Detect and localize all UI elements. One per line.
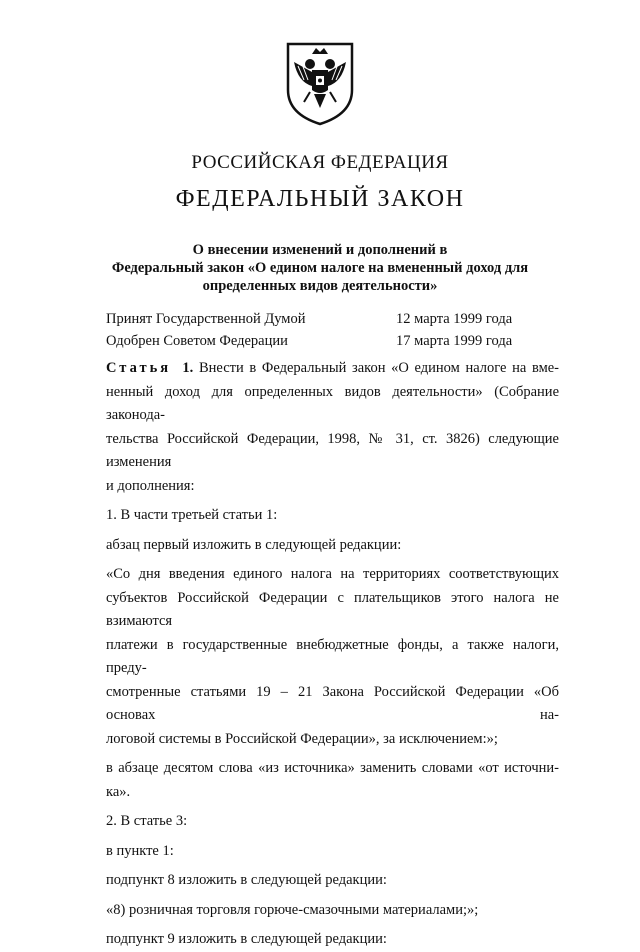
item-1-sub: абзац первый изложить в следующей редакции: [106,536,402,553]
quote-block [106,563,559,751]
item-2-point: в пункте 1: [106,842,174,859]
law-title [90,241,550,295]
article-1-intro [106,357,559,498]
text-line: в абзаце десятом слова «из источника» заменить словами «от источни- [106,760,559,776]
adoption-council-row [106,333,536,350]
article-text-line: и дополнения: [106,477,195,494]
law-title-line: О внесении изменений и дополнений в [192,242,448,258]
article-label: Статья [106,360,172,376]
quote-line: смотренные статьями 19 – 21 Закона Российской Федерации «Об основах на- [106,683,559,723]
council-date: 17 марта 1999 года [396,333,513,349]
duma-date: 12 марта 1999 года [396,311,513,327]
council-label: Одобрен Советом Федерации [106,333,288,349]
law-title-line: Федеральный закон «О едином налоге на вмененный доход для [111,260,529,276]
article-body [106,357,559,952]
item-2-subpoint-8-text: «8) розничная торговля горюче-смазочными материалами;»; [106,901,479,918]
country-name: РОССИЙСКАЯ ФЕДЕРАЦИЯ [191,152,449,173]
article-text-line: ненный доход для определенных видов деятельности» (Собрание законода- [106,383,559,423]
quote-line: платежи в государственные внебюджетные фонды, а также налоги, преду- [106,636,559,676]
article-number: 1. [182,360,194,376]
article-text-line: тельства Российской Федерации, 1998, № 31, ст. 3826) следующие изменения [106,430,559,470]
adoption-duma-row [106,311,536,328]
coat-of-arms-icon [282,38,358,126]
quote-line: «Со дня введения единого налога на территориях соответствующих [106,566,559,582]
item-1-tenth-paragraph [106,757,559,804]
article-text-line [106,357,559,381]
item-2-subpoint-8: подпункт 8 изложить в следующей редакции: [106,872,387,888]
quote-line: логовой системы в Российской Федерации», за исключением:»; [106,730,498,747]
law-type-heading: ФЕДЕРАЛЬНЫЙ ЗАКОН [175,186,465,212]
item-2-heading: 2. В статье 3: [106,813,188,829]
item-1-heading: 1. В части третьей статьи 1: [106,507,278,523]
duma-label: Принят Государственной Думой [106,311,306,327]
text-line: ка». [106,783,131,800]
law-title-line: определенных видов деятельности» [202,278,438,294]
quote-line: субъектов Российской Федерации с плательщиков этого налога не взимаются [106,589,559,629]
article-text: Внести в Федеральный закон «О едином налоге на вме- [198,360,560,376]
item-2-subpoint-9: подпункт 9 изложить в следующей редакции: [106,931,387,947]
